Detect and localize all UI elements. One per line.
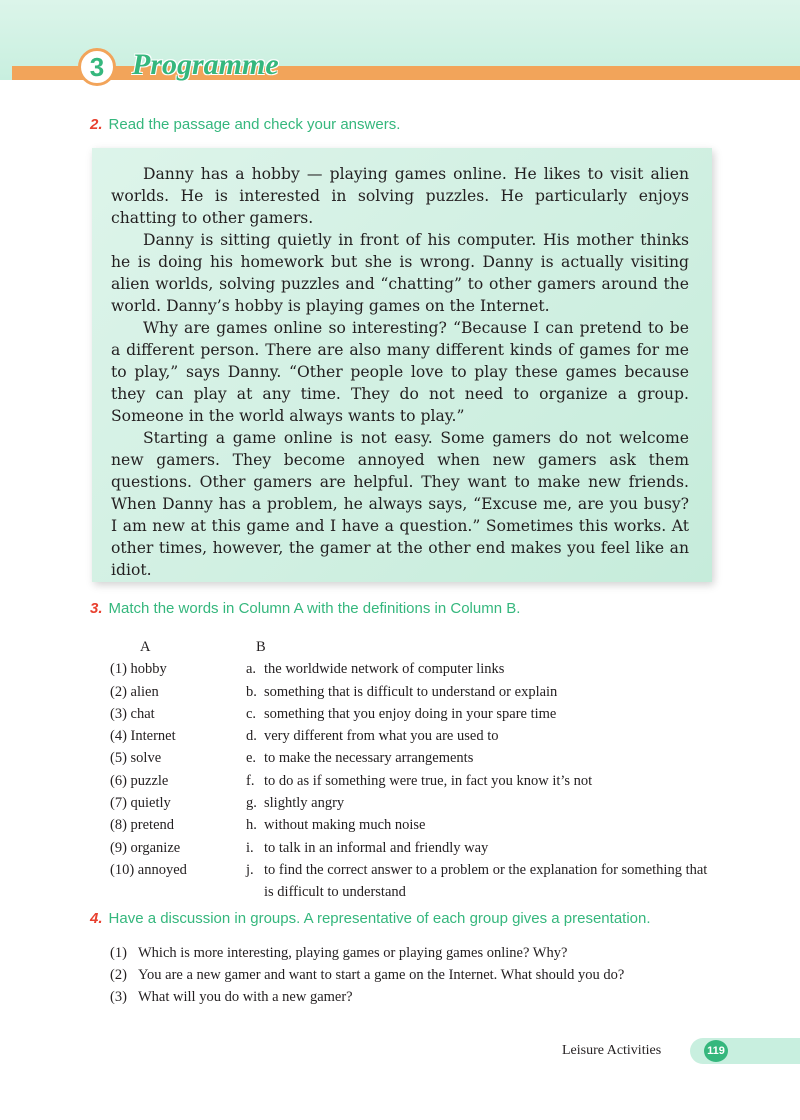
question-text: What will you do with a new gamer? bbox=[138, 989, 353, 1005]
unit-title: Programme bbox=[132, 48, 279, 81]
definition-letter: c. bbox=[246, 705, 257, 722]
task-2-instruction: Read the passage and check your answers. bbox=[108, 116, 401, 133]
definition-letter: f. bbox=[246, 772, 255, 789]
question-item bbox=[110, 942, 730, 964]
matching-table bbox=[110, 636, 710, 904]
definition-letter: a. bbox=[246, 661, 257, 678]
task-3-number: 3. bbox=[90, 600, 103, 617]
matching-row bbox=[110, 703, 710, 725]
question-item bbox=[110, 986, 730, 1008]
word: (8) pretend bbox=[110, 817, 175, 834]
task-3-instruction: Match the words in Column A with the definitions in Column B. bbox=[108, 600, 521, 617]
unit-number-badge: 3 bbox=[78, 48, 116, 86]
task-3-heading bbox=[90, 600, 520, 617]
matching-row bbox=[110, 681, 710, 703]
definition: to do as if something were true, in fact you know it’s not bbox=[264, 772, 593, 789]
header-stripe bbox=[12, 66, 800, 80]
question-text: You are a new gamer and want to start a game on the Internet. What should you do? bbox=[138, 967, 625, 983]
question-item bbox=[110, 964, 730, 986]
task-2-heading bbox=[90, 116, 400, 133]
definition: to talk in an informal and friendly way bbox=[264, 839, 489, 856]
definition: something that is difficult to understand or explain bbox=[264, 683, 558, 700]
definition-letter: g. bbox=[246, 795, 257, 812]
column-b-header: B bbox=[256, 639, 266, 655]
question-number: (1) bbox=[110, 945, 127, 961]
passage-paragraph-1: Danny has a hobby — playing games online. He likes to visit alien worlds. He is interested in solving puzzles. He particularly enjoys chatting to other gamers. bbox=[111, 165, 689, 227]
word: (1) hobby bbox=[110, 661, 167, 678]
definition-letter: e. bbox=[246, 750, 257, 767]
definition-letter: i. bbox=[246, 839, 254, 856]
word: (2) alien bbox=[110, 683, 159, 700]
page-number: 119 bbox=[704, 1040, 728, 1062]
task-4-heading bbox=[90, 910, 651, 927]
matching-header bbox=[110, 636, 710, 658]
matching-row bbox=[110, 814, 710, 836]
definition-letter: b. bbox=[246, 683, 257, 700]
matching-row bbox=[110, 859, 710, 904]
question-number: (3) bbox=[110, 989, 127, 1005]
definition: to find the correct answer to a problem or the explanation for something that is difficult to understand bbox=[264, 861, 708, 901]
passage-paragraph-3: Why are games online so interesting? “Because I can pretend to be a different person. There are also many different kinds of games for me to play,” says Danny. “Other people love to play these games because they can play at any time. They do not need to organize a group. Someone in the world always wants to play.” bbox=[111, 319, 689, 425]
definition: the worldwide network of computer links bbox=[264, 661, 505, 678]
task-2-number: 2. bbox=[90, 116, 103, 133]
word: (9) organize bbox=[110, 839, 181, 856]
word: (4) Internet bbox=[110, 728, 176, 745]
task-4-number: 4. bbox=[90, 910, 103, 927]
column-a-header: A bbox=[140, 639, 151, 655]
task-4-instruction: Have a discussion in groups. A representative of each group gives a presentation. bbox=[108, 910, 651, 927]
matching-row bbox=[110, 747, 710, 769]
word: (5) solve bbox=[110, 750, 162, 767]
word: (6) puzzle bbox=[110, 772, 169, 789]
matching-row bbox=[110, 837, 710, 859]
definition: very different from what you are used to bbox=[264, 728, 499, 745]
matching-row bbox=[110, 725, 710, 747]
passage bbox=[111, 163, 689, 581]
discussion-questions bbox=[110, 942, 730, 1008]
question-text: Which is more interesting, playing games or playing games online? Why? bbox=[138, 945, 568, 961]
definition: slightly angry bbox=[264, 795, 345, 812]
definition: to make the necessary arrangements bbox=[264, 750, 474, 767]
passage-paragraph-2: Danny is sitting quietly in front of his computer. His mother thinks he is doing his homework but she is wrong. Danny is actually visiting alien worlds, solving puzzles and “chatting” to other gamers around the world. Danny’s hobby is playing games on the Internet. bbox=[111, 231, 689, 315]
definition: without making much noise bbox=[264, 817, 426, 834]
word: (10) annoyed bbox=[110, 861, 187, 878]
definition-letter: j. bbox=[246, 861, 254, 878]
question-number: (2) bbox=[110, 967, 127, 983]
passage-paragraph-4: Starting a game online is not easy. Some gamers do not welcome new gamers. They become annoyed when new gamers ask them questions. Other gamers are helpful. They want to make new friends. When Danny has a problem, he always says, “Excuse me, are you busy? I am new at this game and I have a question.” Sometimes this works. At other times, however, the gamer at the other end makes you feel like an idiot. bbox=[111, 429, 689, 579]
matching-row bbox=[110, 658, 710, 680]
footer-section-label: Leisure Activities bbox=[562, 1043, 662, 1058]
matching-row bbox=[110, 792, 710, 814]
word: (3) chat bbox=[110, 705, 155, 722]
definition: something that you enjoy doing in your spare time bbox=[264, 705, 557, 722]
word: (7) quietly bbox=[110, 795, 171, 812]
definition-letter: h. bbox=[246, 817, 257, 834]
matching-row bbox=[110, 770, 710, 792]
definition-letter: d. bbox=[246, 728, 257, 745]
